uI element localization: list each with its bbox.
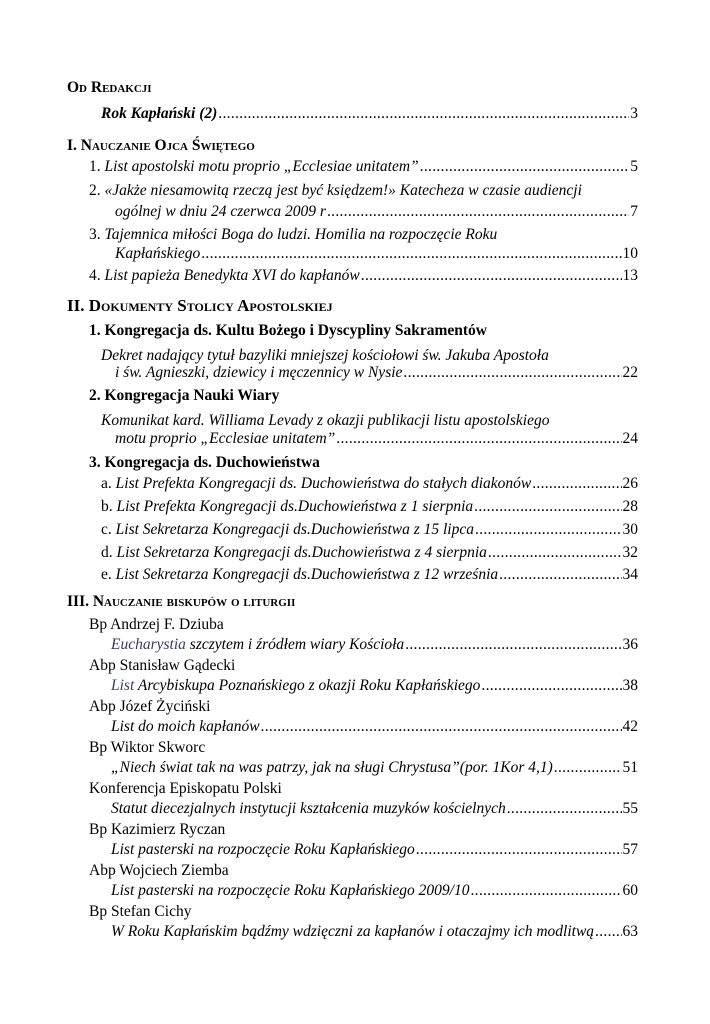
entry-title: List papieża Benedykta XVI do kapłanów [104, 267, 360, 284]
toc-entry-b[interactable] [101, 497, 638, 517]
entry-letter: c. [101, 521, 112, 538]
toc-entry-2[interactable] [115, 202, 638, 222]
bishop-author: Bp Wiktor Skworc [89, 739, 206, 756]
entry-title: Statut diecezjalnych instytucji kształcenia muzyków kościelnych [111, 800, 506, 817]
entry-title: List apostolski motu proprio „Ecclesiae unitatem” [104, 158, 419, 175]
entry-title: szczytem i źródłem wiary Kościoła [185, 636, 405, 653]
page-number: 34 [622, 566, 638, 583]
toc-entry-bishop[interactable] [111, 758, 638, 778]
toc-entry-e[interactable] [101, 565, 638, 585]
dot-leader [416, 840, 622, 860]
dot-leader [488, 543, 622, 563]
entry-title: List Prefekta Kongregacji ds. Duchowieństwa do stałych diakonów [115, 475, 532, 492]
toc-entry-k2[interactable] [115, 429, 638, 449]
dot-leader [554, 758, 622, 778]
entry-title: «Jakże niesamowitą rzeczą jest być księdzem!» Katecheza w czasie audiencji [104, 182, 582, 199]
section-heading-od-redakcji [67, 78, 152, 98]
page-number: 3 [630, 105, 638, 122]
dot-leader [327, 202, 629, 222]
page-number: 5 [630, 158, 638, 175]
entry-title-emphasis: Eucharystia [111, 636, 186, 653]
toc-entry-bishop[interactable] [111, 881, 638, 901]
entry-title: Arcybiskupa Poznańskiego z okazji Roku Kapłańskiego [134, 677, 481, 694]
page-number: 7 [630, 203, 638, 220]
toc-entry-bishop[interactable] [111, 922, 638, 942]
toc-entry-c[interactable] [101, 520, 638, 540]
entry-letter: d. [101, 544, 113, 561]
entry-title: List Prefekta Kongregacji ds.Duchowieństwa z 1 sierpnia [116, 498, 474, 515]
dot-leader [218, 104, 629, 124]
dot-leader [336, 429, 621, 449]
entry-title: Kapłańskiego [115, 245, 201, 262]
page-number: 38 [622, 677, 638, 694]
dot-leader [507, 799, 622, 819]
toc-entry-k2-line1[interactable] [101, 411, 549, 431]
subheading-kongregacja-duchowienstwa: 3. Kongregacja ds. Duchowieństwa [89, 454, 320, 471]
page-number: 24 [622, 430, 638, 447]
entry-number: 4. [89, 267, 101, 284]
section-heading-text: I. Nauczanie Ojca Świętego [67, 137, 255, 154]
entry-title: Tajemnica miłości Boga do ludzi. Homilia na rozpoczęcie Roku [104, 226, 498, 243]
entry-title: ogólnej w dniu 24 czerwca 2009 r [115, 203, 326, 220]
page-number: 32 [622, 544, 638, 561]
toc-entry-bishop[interactable] [111, 635, 638, 655]
toc-entry-3-line1[interactable] [89, 225, 497, 245]
section-heading-nauczanie-biskupow [67, 592, 295, 612]
page-number: 26 [622, 475, 638, 492]
section-heading-text: Od Redakcji [67, 79, 152, 96]
bishop-author: Konferencja Episkopatu Polski [89, 780, 282, 797]
bishop-author: Abp Wojciech Ziemba [89, 862, 229, 879]
page-number: 30 [622, 521, 638, 538]
entry-title: Dekret nadający tytuł bazyliki mniejszej kościołowi św. Jakuba Apostoła [101, 347, 549, 364]
section-heading-nauczanie-ojca [67, 136, 255, 156]
bishop-author: Bp Kazimierz Ryczan [89, 821, 226, 838]
dot-leader [261, 717, 622, 737]
page-number: 13 [622, 267, 638, 284]
entry-number: 1. [89, 158, 101, 175]
page-number: 51 [622, 759, 638, 776]
toc-entry-bishop[interactable] [111, 799, 638, 819]
entry-letter: b. [101, 498, 113, 515]
bishop-author: Bp Stefan Cichy [89, 903, 192, 920]
toc-entry-bishop[interactable] [111, 676, 638, 696]
toc-entry-d[interactable] [101, 543, 638, 563]
dot-leader [470, 881, 621, 901]
subheading-kongregacja-kultu: 1. Kongregacja ds. Kultu Bożego i Dyscypliny Sakramentów [89, 322, 487, 339]
page-number: 57 [622, 841, 638, 858]
section-heading-dokumenty [67, 296, 333, 316]
entry-title: List pasterski na rozpoczęcie Roku Kapłańskiego [111, 841, 415, 858]
dot-leader [499, 565, 621, 585]
entry-title: motu proprio „Ecclesiae unitatem” [115, 430, 336, 447]
toc-entry-bishop[interactable] [111, 717, 638, 737]
page-number: 10 [622, 245, 638, 262]
section-heading-text: II. Dokumenty Stolicy Apostolskiej [67, 296, 333, 315]
dot-leader [595, 922, 621, 942]
page-number: 42 [622, 718, 638, 735]
toc-entry-bishop[interactable] [111, 840, 638, 860]
entry-title: „Niech świat tak na was patrzy, jak na sługi Chrystusa”(por. 1Kor 4,1) [111, 759, 553, 776]
page-number: 28 [622, 498, 638, 515]
entry-letter: e. [101, 566, 112, 583]
subheading-kongregacja-nauki: 2. Kongregacja Nauki Wiary [89, 387, 280, 404]
page-number: 60 [622, 882, 638, 899]
page-number: 36 [622, 636, 638, 653]
entry-title: Rok Kapłański (2) [101, 105, 218, 122]
page-number: 63 [622, 923, 638, 940]
toc-entry-2-line1[interactable] [89, 181, 582, 201]
entry-number: 3. [89, 226, 101, 243]
toc-entry-3[interactable] [115, 244, 638, 264]
entry-title: W Roku Kapłańskim bądźmy wdzięczni za kapłanów i otaczajmy ich modlitwą [111, 923, 595, 940]
entry-number: 2. [89, 182, 101, 199]
dot-leader [475, 520, 622, 540]
page-number: 55 [622, 800, 638, 817]
bishop-author: Abp Józef Życiński [89, 698, 211, 715]
dot-leader [361, 266, 622, 286]
dot-leader [481, 676, 621, 696]
dot-leader [474, 497, 621, 517]
bishop-author: Bp Andrzej F. Dziuba [89, 616, 224, 633]
entry-title: List pasterski na rozpoczęcie Roku Kapłańskiego 2009/10 [111, 882, 470, 899]
entry-title: List Sekretarza Kongregacji ds.Duchowieństwa z 4 sierpnia [116, 544, 487, 561]
entry-title: List do moich kapłanów [111, 718, 260, 735]
entry-letter: a. [101, 475, 112, 492]
dot-leader [201, 244, 621, 264]
toc-entry-a[interactable] [101, 474, 638, 494]
entry-title-emphasis: List [111, 677, 135, 694]
dot-leader [403, 363, 621, 383]
dot-leader [420, 157, 630, 177]
entry-title: Komunikat kard. Williama Levady z okazji publikacji listu apostolskiego [101, 412, 550, 429]
toc-entry-rok-kaplanski[interactable] [101, 104, 638, 124]
bishop-author: Abp Stanisław Gądecki [89, 657, 236, 674]
section-heading-text: III. Nauczanie biskupów o liturgii [67, 593, 296, 610]
entry-title: List Sekretarza Kongregacji ds.Duchowieństwa z 12 września [115, 566, 499, 583]
dot-leader [405, 635, 621, 655]
toc-entry-k1[interactable] [115, 363, 638, 383]
toc-entry-1[interactable] [89, 157, 638, 177]
page-number: 22 [622, 364, 638, 381]
dot-leader [532, 474, 621, 494]
toc-entry-4[interactable] [89, 266, 638, 286]
entry-title: i św. Agnieszki, dziewicy i męczennicy w Nysie [115, 364, 403, 381]
entry-title: List Sekretarza Kongregacji ds.Duchowieństwa z 15 lipca [115, 521, 474, 538]
